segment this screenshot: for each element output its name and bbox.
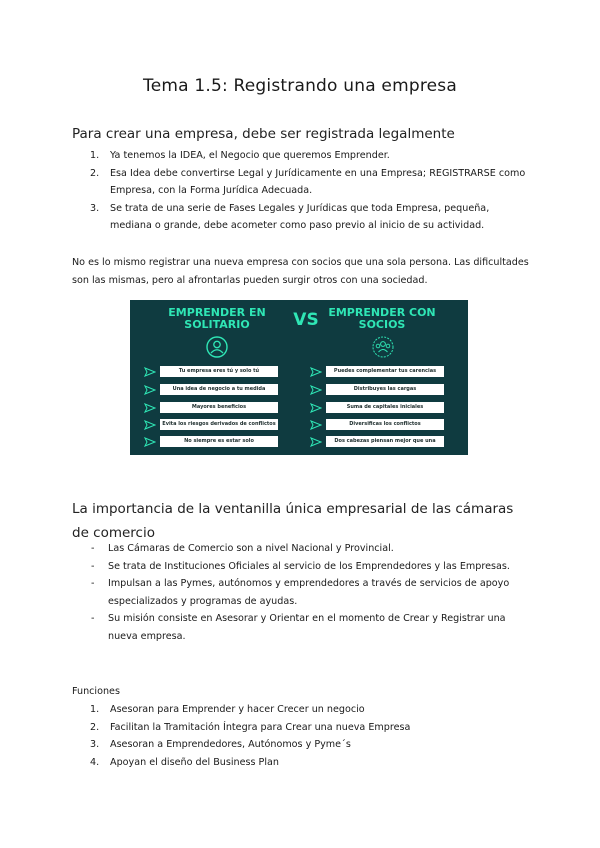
vs-label: VS bbox=[293, 310, 319, 330]
arrow-icon bbox=[144, 420, 156, 430]
arrow-icon bbox=[144, 367, 156, 377]
page-title: Tema 1.5: Registrando una empresa bbox=[143, 76, 457, 96]
camaras-list bbox=[72, 540, 532, 645]
partners-item-label: Distribuyes las cargas bbox=[326, 384, 444, 395]
partners-item-label: Dos cabezas piensan mejor que una bbox=[326, 436, 444, 447]
list-number: 3. bbox=[90, 202, 100, 214]
funciones-label: Funciones bbox=[72, 686, 120, 697]
list-item bbox=[72, 754, 532, 772]
arrow-icon bbox=[144, 437, 156, 447]
list-item-text: Facilitan la Tramitación Íntegra para Crear una nueva Empresa bbox=[110, 721, 411, 733]
person-icon bbox=[206, 336, 228, 358]
bullet-dash: - bbox=[91, 613, 95, 624]
list-item-text: Asesoran a Emprendedores, Autónomos y Pyme´s bbox=[110, 739, 351, 750]
funciones-list bbox=[72, 701, 532, 771]
partners-item-label: Suma de capitales iniciales bbox=[326, 402, 444, 413]
list-number: 1. bbox=[90, 150, 100, 161]
arrow-icon bbox=[310, 437, 322, 447]
arrow-icon bbox=[310, 420, 322, 430]
arrow-icon bbox=[144, 403, 156, 413]
comparison-paragraph: No es lo mismo registrar una nueva empresa con socios que una sola persona. Las dificultades son las mismas, pero al afrontarlas pueden surgir otros con una sociedad. bbox=[72, 257, 529, 286]
list-item bbox=[72, 200, 532, 235]
bullet-dash: - bbox=[91, 560, 95, 572]
list-item bbox=[72, 701, 532, 719]
arrow-icon bbox=[144, 385, 156, 395]
arrow-icon bbox=[310, 403, 322, 413]
partners-item-label: Puedes complementar tus carencias bbox=[326, 366, 444, 377]
list-item bbox=[72, 147, 532, 165]
solo-column-title: EMPRENDER EN SOLITARIO bbox=[168, 306, 266, 331]
partners-item-label: Diversificas los conflictos bbox=[326, 419, 444, 430]
list-item bbox=[72, 558, 532, 576]
section-heading-camaras: La importancia de la ventanilla única empresarial de las cámaras de comercio bbox=[72, 501, 514, 541]
list-item-text: Impulsan a las Pymes, autónomos y emprendedores a través de servicios de apoyo especializados y programas de ayudas. bbox=[108, 578, 510, 607]
list-item bbox=[72, 610, 532, 645]
list-item bbox=[72, 540, 532, 558]
group-icon bbox=[372, 336, 394, 358]
bullet-dash: - bbox=[91, 543, 95, 554]
solo-item-label: No siempre es estar solo bbox=[160, 436, 278, 447]
registration-steps-list bbox=[72, 147, 532, 235]
list-number: 1. bbox=[90, 704, 100, 715]
list-item-text: Asesoran para Emprender y hacer Crecer un negocio bbox=[110, 704, 365, 715]
solo-item-label: Una idea de negocio a tu medida bbox=[160, 384, 278, 395]
list-number: 3. bbox=[90, 739, 100, 750]
arrow-icon bbox=[310, 367, 322, 377]
arrow-icon bbox=[310, 385, 322, 395]
comparison-infographic bbox=[130, 300, 468, 455]
solo-item-label: Mayores beneficios bbox=[160, 402, 278, 413]
solo-item-label: Evita los riesgos derivados de conflictos bbox=[160, 419, 278, 430]
list-item bbox=[72, 736, 532, 754]
solo-item-label: Tu empresa eres tú y solo tú bbox=[160, 366, 278, 377]
partners-column-title: EMPRENDER CON SOCIOS bbox=[328, 306, 436, 331]
list-item bbox=[72, 165, 532, 200]
list-item-text: Se trata de una serie de Fases Legales y Jurídicas que toda Empresa, pequeña, mediana o grande, debe acometer como paso previo al inicio de su actividad. bbox=[110, 202, 490, 231]
list-item-text: Su misión consiste en Asesorar y Orientar en el momento de Crear y Registrar una nueva empresa. bbox=[108, 613, 506, 642]
list-number: 2. bbox=[90, 167, 100, 179]
bullet-dash: - bbox=[91, 578, 95, 589]
list-item-text: Las Cámaras de Comercio son a nivel Nacional y Provincial. bbox=[108, 543, 394, 554]
list-item bbox=[72, 719, 532, 737]
list-item-text: Se trata de Instituciones Oficiales al servicio de los Emprendedores y las Empresas. bbox=[108, 560, 510, 572]
list-number: 2. bbox=[90, 721, 100, 733]
list-number: 4. bbox=[90, 756, 100, 768]
list-item-text: Esa Idea debe convertirse Legal y Jurídicamente en una Empresa; REGISTRARSE como Empresa, con la Forma Jurídica Adecuada. bbox=[110, 167, 526, 196]
list-item-text: Ya tenemos la IDEA, el Negocio que queremos Emprender. bbox=[110, 150, 390, 161]
list-item-text: Apoyan el diseño del Business Plan bbox=[110, 756, 279, 768]
section-heading-registro: Para crear una empresa, debe ser registrada legalmente bbox=[72, 126, 455, 142]
list-item bbox=[72, 575, 532, 610]
